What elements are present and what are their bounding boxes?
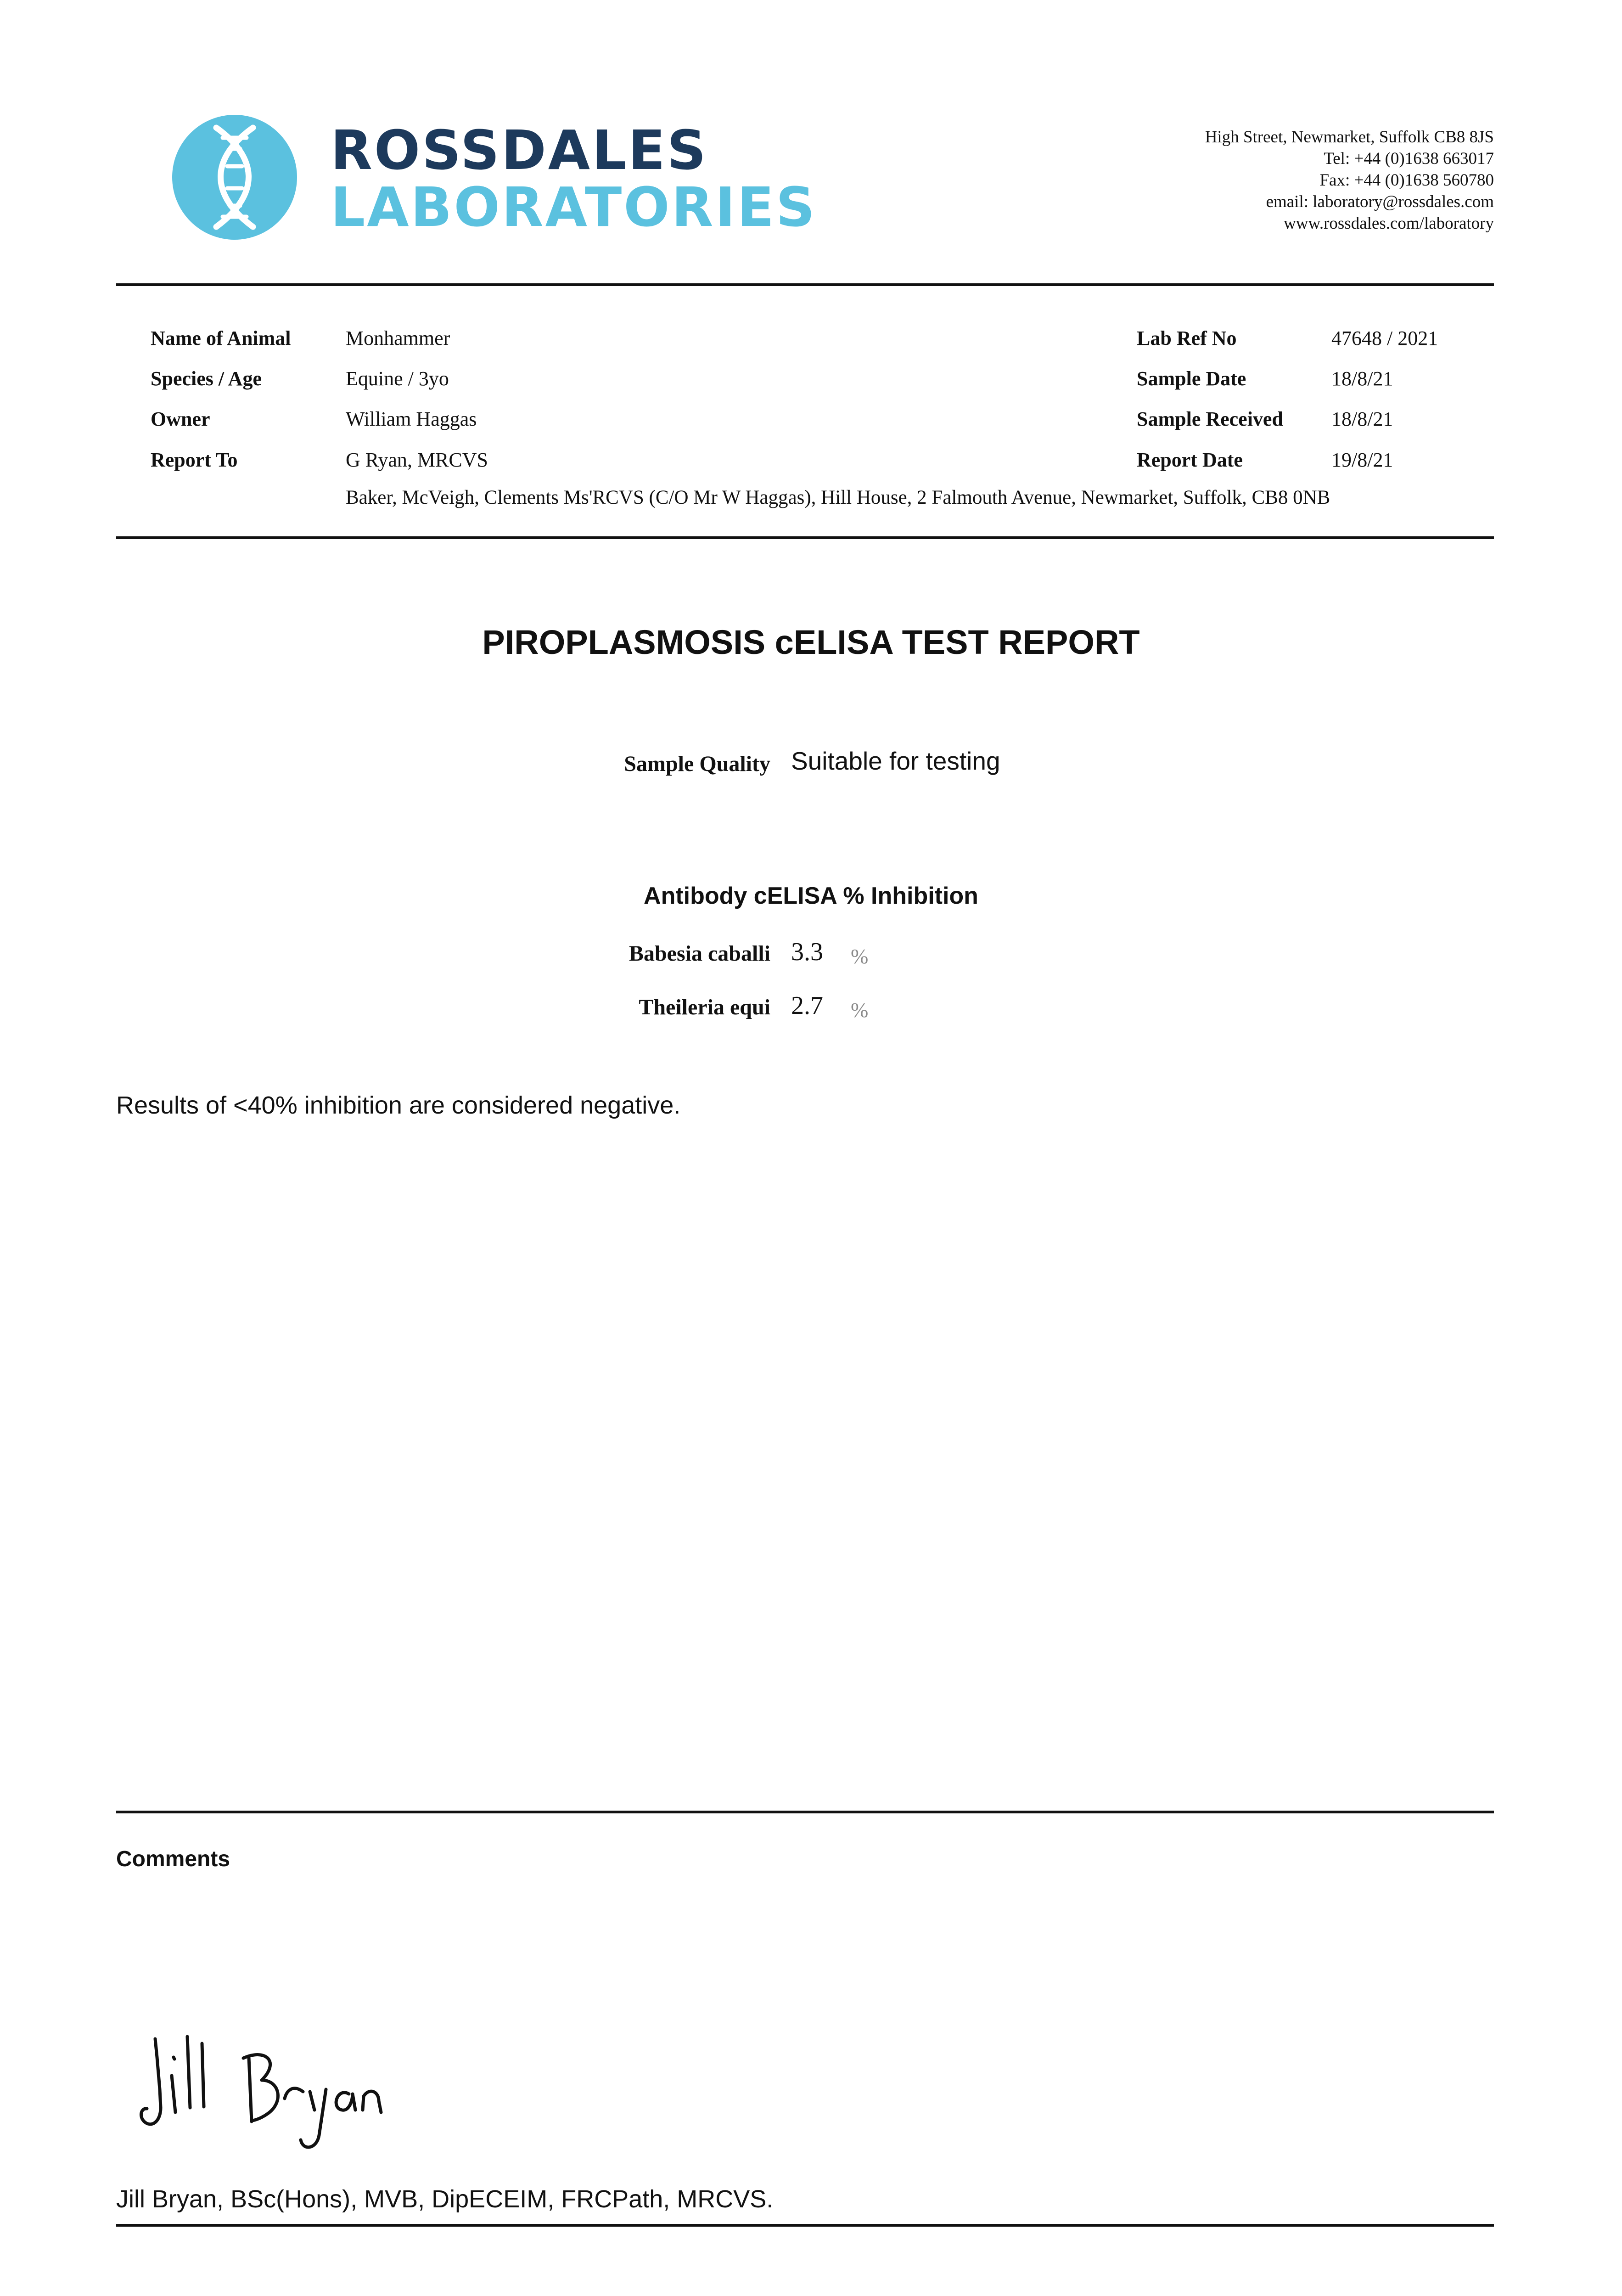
species-age-value: Equine / 3yo: [346, 367, 449, 390]
address-email[interactable]: email: laboratory@rossdales.com: [1266, 192, 1494, 211]
theileria-equi-value: 2.7: [791, 991, 823, 1020]
sample-quality-label: Sample Quality: [624, 752, 770, 776]
sample-date-label: Sample Date: [1137, 367, 1246, 390]
brand-name-line1: ROSSDALES: [331, 118, 708, 182]
report-title: PIROPLASMOSIS cELISA TEST REPORT: [482, 623, 1140, 661]
brand-name-line2: LABORATORIES: [331, 175, 817, 239]
footer-divider: [116, 2224, 1494, 2227]
comments-label: Comments: [116, 1847, 230, 1871]
signatory-name: Jill Bryan, BSc(Hons), MVB, DipECEIM, FRCPath, MRCVS.: [116, 2185, 774, 2213]
results-note: Results of <40% inhibition are considered negative.: [116, 1092, 681, 1119]
babesia-caballi-value: 3.3: [791, 938, 823, 966]
dna-helix-icon: [172, 115, 297, 240]
header-divider: [116, 283, 1494, 286]
report-to-address: Baker, McVeigh, Clements Ms'RCVS (C/O Mr W Haggas), Hill House, 2 Falmouth Avenue, Newmarket, Suffolk, CB8 0NB: [346, 487, 1330, 508]
address-street: High Street, Newmarket, Suffolk CB8 8JS: [1205, 128, 1494, 146]
antibody-heading: Antibody cELISA % Inhibition: [644, 883, 978, 909]
sample-date-value: 18/8/21: [1331, 367, 1393, 390]
lab-ref-label: Lab Ref No: [1137, 327, 1237, 349]
owner-value: William Haggas: [346, 408, 477, 430]
handwritten-signature: [133, 2030, 390, 2167]
babesia-caballi-unit: %: [851, 945, 869, 968]
address-tel: Tel: +44 (0)1638 663017: [1324, 149, 1494, 168]
sample-received-value: 18/8/21: [1331, 408, 1393, 430]
report-to-value: G Ryan, MRCVS: [346, 449, 488, 471]
address-web[interactable]: www.rossdales.com/laboratory: [1284, 214, 1494, 233]
theileria-equi-unit: %: [851, 998, 869, 1022]
sample-quality-value: Suitable for testing: [791, 747, 1000, 775]
species-age-label: Species / Age: [151, 367, 262, 390]
lab-address: [1205, 126, 1494, 234]
name-of-animal-label: Name of Animal: [151, 327, 291, 349]
sample-received-label: Sample Received: [1137, 408, 1283, 430]
owner-label: Owner: [151, 408, 210, 430]
theileria-equi-label: Theileria equi: [639, 995, 770, 1019]
info-divider: [116, 536, 1494, 539]
name-of-animal-value: Monhammer: [346, 327, 450, 349]
comments-divider: [116, 1811, 1494, 1813]
lab-ref-value: 47648 / 2021: [1331, 327, 1438, 349]
report-date-label: Report Date: [1137, 449, 1243, 471]
report-date-value: 19/8/21: [1331, 449, 1393, 471]
babesia-caballi-label: Babesia caballi: [629, 941, 770, 966]
address-fax: Fax: +44 (0)1638 560780: [1319, 171, 1494, 190]
report-to-label: Report To: [151, 449, 238, 471]
